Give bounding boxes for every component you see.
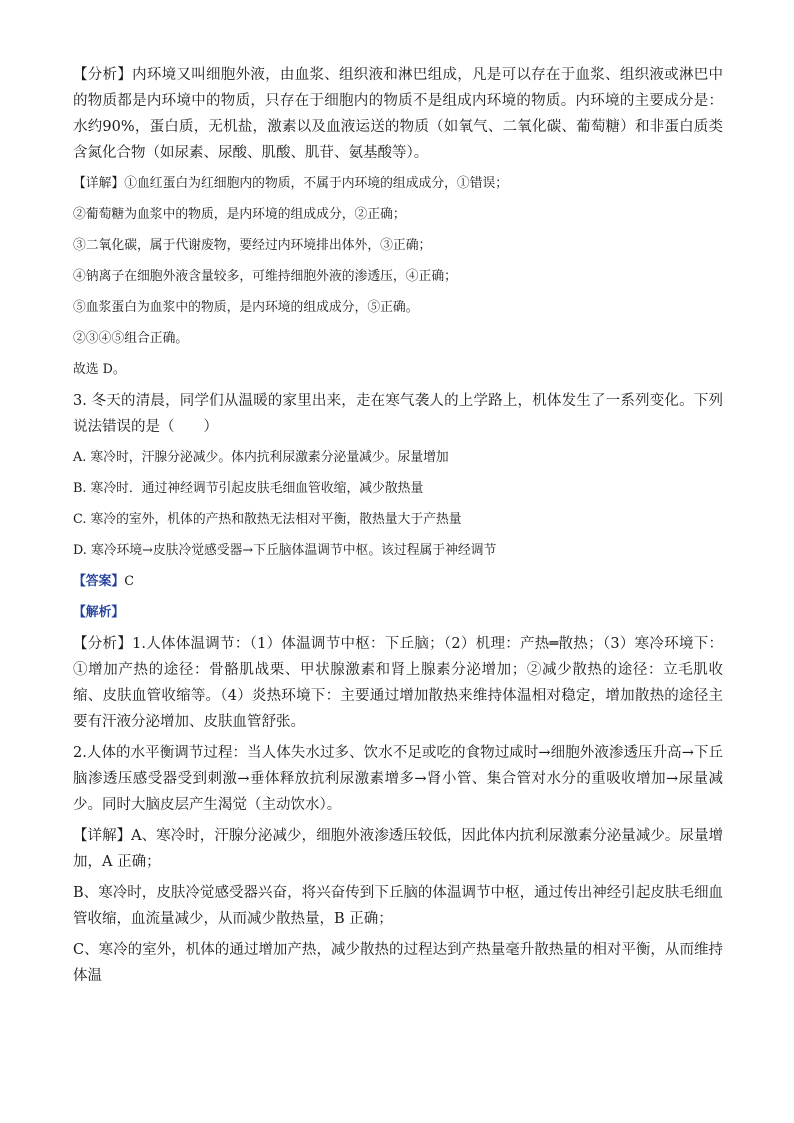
analysis-tag-2: 【分析】 xyxy=(73,636,133,652)
explanation-label: 【解析】 xyxy=(73,605,125,620)
detail-line-3: ③二氧化碳，属于代谢废物，要经过内环境排出体外，③正确； xyxy=(73,238,432,253)
analysis-paragraph-3: 2.人体的水平衡调节过程：当人体失水过多、饮水不足或吃的食物过咸时→细胞外液渗透压升高→下丘脑渗透压感受器受到刺激→垂体释放抗利尿激素增多→肾小管、集合管对水分的重吸收增加→尿量减少。同时大脑皮层产生渴觉（主动饮水）。 xyxy=(73,745,723,813)
question-stem: 3. 冬天的清晨，同学们从温暖的家里出来，走在寒气袭人的上学路上，机体发生了一系列变化。下列说法错误的是（ ） xyxy=(73,393,723,435)
detail-line-4: ④钠离子在细胞外液含量较多，可维持细胞外液的渗透压，④正确； xyxy=(73,269,457,284)
explanation-heading xyxy=(73,600,723,626)
detail-line-1 xyxy=(73,171,723,197)
option-a: A. 寒冷时，汗腺分泌减少。体内抗利尿激素分泌量减少。尿量增加 xyxy=(73,450,449,465)
option-d: D. 寒冷环境→皮肤冷觉感受器→下丘脑体温调节中枢。该过程属于神经调节 xyxy=(73,543,497,558)
detail-line-6: ②③④⑤组合正确。 xyxy=(73,331,189,346)
detail-line-5: ⑤血浆蛋白为血浆中的物质，是内环境的组成成分，⑤正确。 xyxy=(73,300,419,315)
detail-text: ①血红蛋白为红细胞内的物质，不属于内环境的组成成分，①错误； xyxy=(124,176,509,191)
analysis-paragraph-1 xyxy=(73,62,723,166)
answer-value: C xyxy=(124,574,134,589)
detail-text-a: A、寒冷时，汗腺分泌减少，细胞外液渗透压较低，因此体内抗利尿激素分泌量减少。尿量增加，A 正确； xyxy=(73,828,724,870)
analysis-text-2: 1.人体体温调节：（1）体温调节中枢：下丘脑；（2）机理：产热═散热；（3）寒冷环境下：①增加产热的途径：骨骼肌战栗、甲状腺激素和肾上腺素分泌增加；②减少散热的途径：立毛肌收缩、皮肤血管收缩等。（4）炎热环境下：主要通过增加散热来维持体温相对稳定，增加散热的途径主要有汗液分泌增加、皮肤血管舒张。 xyxy=(73,636,723,730)
detail-item-a xyxy=(73,823,723,875)
detail-item-c: C、寒冷的室外，机体的通过增加产热，减少散热的过程达到产热量毫升散热量的相对平衡，从而维持体温 xyxy=(73,942,723,984)
analysis-tag: 【分析】 xyxy=(73,67,133,83)
analysis-paragraph-2 xyxy=(73,631,723,735)
detail-item-b: B、寒冷时，皮肤冷觉感受器兴奋，将兴奋传到下丘脑的体温调节中枢，通过传出神经引起皮肤毛细血管收缩，血流量减少，从而减少散热量，B 正确； xyxy=(73,885,723,927)
detail-tag-2: 【详解】 xyxy=(73,828,132,844)
answer-line xyxy=(73,569,723,595)
detail-tag: 【详解】 xyxy=(73,176,125,191)
document-page xyxy=(73,62,723,989)
option-c: C. 寒冷的室外，机体的产热和散热无法相对平衡，散热量大于产热量 xyxy=(73,512,462,527)
analysis-text: 内环境又叫细胞外液，由血浆、组织液和淋巴组成，凡是可以存在于血浆、组织液或淋巴中的物质都是内环境中的物质，只存在于细胞内的物质不是组成内环境的物质。内环境的主要成分是：水约90%，蛋白质，无机盐，激素以及血液运送的物质（如氧气、二氧化碳、葡萄糖）和非蛋白质类含氮化合物（如尿素、尿酸、肌酸、肌苷、氨基酸等）。 xyxy=(73,67,724,161)
detail-line-7: 故选 D。 xyxy=(73,362,126,377)
answer-label: 【答案】 xyxy=(73,574,125,589)
detail-line-2: ②葡萄糖为血浆中的物质，是内环境的组成成分，②正确； xyxy=(73,207,406,222)
option-b: B. 寒冷时．通过神经调节引起皮肤毛细血管收缩，减少散热量 xyxy=(73,481,424,496)
